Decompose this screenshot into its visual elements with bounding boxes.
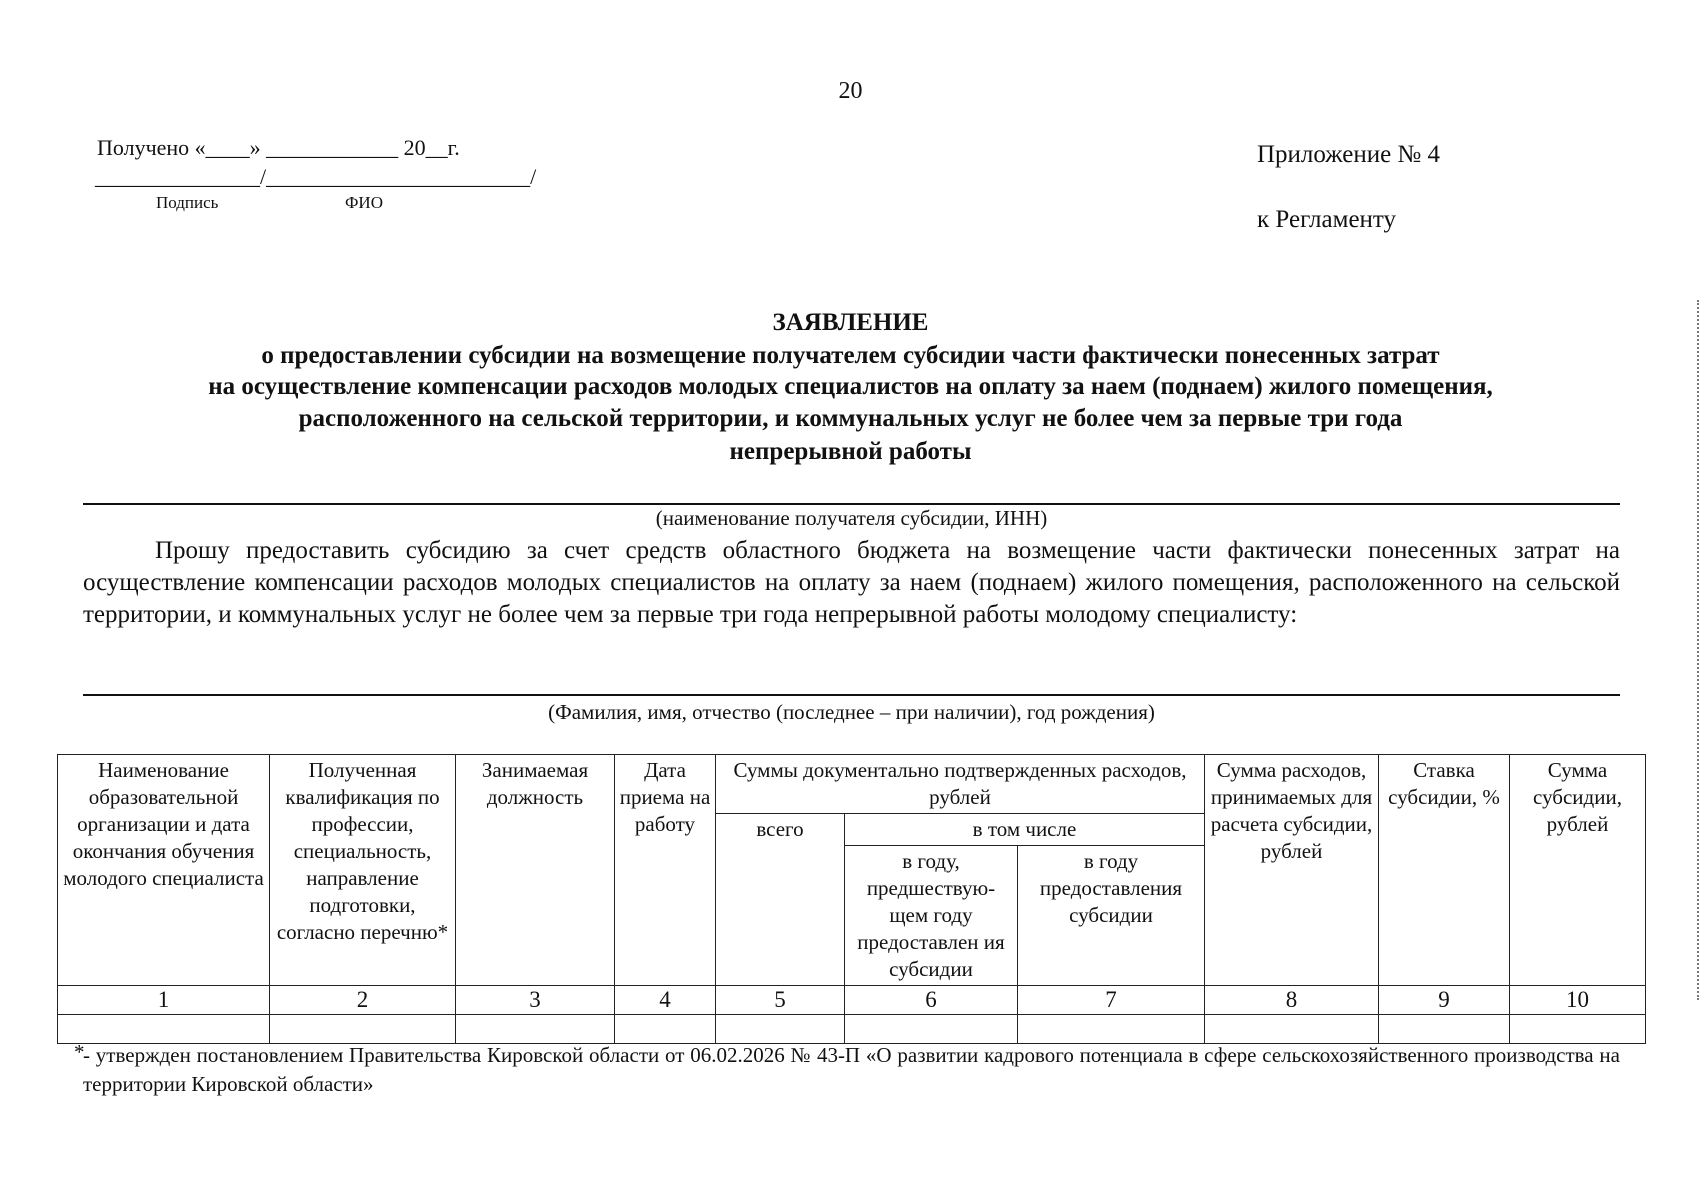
column-number: 6 xyxy=(845,986,1018,1015)
header-current-year: в году предоставления субсидии xyxy=(1018,846,1205,986)
header-subsidy-rate: Ставка субсидии, % xyxy=(1379,755,1510,986)
empty-cell[interactable] xyxy=(58,1015,270,1044)
column-number: 3 xyxy=(456,986,615,1015)
appendix-reference: к Регламенту xyxy=(1257,206,1397,233)
received-stamp: Получено «____» ____________ 20__г. xyxy=(97,135,460,160)
empty-cell[interactable] xyxy=(615,1015,716,1044)
empty-cell[interactable] xyxy=(1205,1015,1379,1044)
request-paragraph: Прошу предоставить субсидию за счет средств областного бюджета на возмещение части фактически понесенных затрат на осуществление компенсации расходов молодых специалистов на оплату за наем (поднаем) жилого помещения, расположенного на сельской территории, и коммунальных услуг не более чем за первые три года непрерывной работы молодому специалисту: xyxy=(83,537,1620,628)
signature-label: Подпись xyxy=(156,193,219,212)
name-label: ФИО xyxy=(345,193,383,212)
title-line-3: расположенного на сельской территории, и коммунальных услуг не более чем за первые три года xyxy=(298,405,1403,432)
empty-cell[interactable] xyxy=(1510,1015,1646,1044)
column-number: 5 xyxy=(716,986,845,1015)
specialist-line xyxy=(83,694,1620,696)
footnote xyxy=(74,1040,1620,1099)
header-previous-year: в году, предшествую-щем году предоставлен ия субсидии xyxy=(845,846,1018,986)
header-accepted-expenses: Сумма расходов, принимаемых для расчета субсидии, рублей xyxy=(1205,755,1379,986)
header-position: Занимаемая должность xyxy=(456,755,615,986)
column-number: 4 xyxy=(615,986,716,1015)
column-number: 9 xyxy=(1379,986,1510,1015)
subsidy-table xyxy=(57,754,1646,1044)
column-number: 8 xyxy=(1205,986,1379,1015)
header-hire-date: Дата приема на работу xyxy=(615,755,716,986)
empty-data-row xyxy=(58,1015,1646,1044)
header-including: в том числе xyxy=(845,814,1205,846)
specialist-caption: (Фамилия, имя, отчество (последнее – при наличии), год рождения) xyxy=(548,700,1155,724)
column-number: 10 xyxy=(1510,986,1646,1015)
title-line-2: на осуществление компенсации расходов молодых специалистов на оплату за наем (поднаем) жилого помещения, xyxy=(208,373,1493,400)
column-number: 2 xyxy=(270,986,456,1015)
recipient-line xyxy=(83,503,1620,505)
column-numbers-row xyxy=(58,986,1646,1015)
header-subsidy-amount: Сумма субсидии, рублей xyxy=(1510,755,1646,986)
header-confirmed-expenses: Суммы документально подтвержденных расходов, рублей xyxy=(716,755,1205,814)
recipient-caption: (наименование получателя субсидии, ИНН) xyxy=(655,506,1048,530)
column-number: 7 xyxy=(1018,986,1205,1015)
empty-cell[interactable] xyxy=(1018,1015,1205,1044)
empty-cell[interactable] xyxy=(456,1015,615,1044)
title-line-1: о предоставлении субсидии на возмещение получателем субсидии части фактически понесенных затрат xyxy=(261,342,1440,369)
document-heading: ЗАЯВЛЕНИЕ xyxy=(772,309,929,336)
empty-cell[interactable] xyxy=(1379,1015,1510,1044)
empty-cell[interactable] xyxy=(845,1015,1018,1044)
header-qualification: Полученная квалификация по профессии, специальность, направление подготовки, согласно перечню* xyxy=(270,755,456,986)
signature-line: _______________/________________________/ xyxy=(95,164,537,189)
footnote-marker: * xyxy=(74,1040,85,1064)
column-number: 1 xyxy=(58,986,270,1015)
margin-perforation xyxy=(1697,300,1699,1000)
appendix-number: Приложение № 4 xyxy=(1257,141,1441,168)
title-line-4: непрерывной работы xyxy=(729,438,972,465)
empty-cell[interactable] xyxy=(270,1015,456,1044)
header-education: Наименование образовательной организации и дата окончания обучения молодого специалиста xyxy=(58,755,270,986)
footnote-text: - утвержден постановлением Правительства Кировской области от 06.02.2026 № 43-П «О развитии кадрового потенциала в сфере сельскохозяйственного производства на территории Кировской области» xyxy=(83,1043,1620,1096)
header-total: всего xyxy=(716,814,845,986)
page-number: 20 xyxy=(838,78,863,104)
empty-cell[interactable] xyxy=(716,1015,845,1044)
